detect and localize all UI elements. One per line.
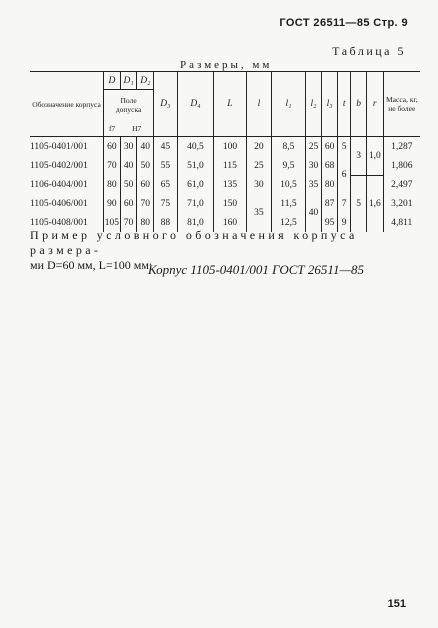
- cell-D2: 40: [137, 137, 154, 157]
- col-D-header: D: [104, 72, 121, 90]
- page-number: 151: [387, 598, 406, 610]
- cell-D4: 71,0: [177, 194, 214, 213]
- col-mass-header: Масса, кг, не более: [383, 72, 420, 137]
- cell-D3: 75: [154, 194, 177, 213]
- col-L-header: L: [214, 72, 246, 137]
- col-D2-header: D₂: [137, 72, 154, 90]
- cell-mass: 3,201: [391, 198, 413, 209]
- col-t-header: t: [337, 72, 350, 137]
- cell-b-merged: 5: [351, 175, 367, 232]
- cell-D4: 81,0: [177, 213, 214, 232]
- cell-D3: 65: [154, 175, 177, 194]
- cell-l-merged: 35: [246, 194, 272, 232]
- cell-l3: 60: [322, 137, 338, 157]
- cell-D: 105: [104, 213, 121, 232]
- cell-D3: 88: [154, 213, 177, 232]
- col-l2-header: l₂: [305, 72, 322, 137]
- table-caption: Размеры, мм: [180, 59, 273, 71]
- cell-l2: 35: [305, 175, 322, 194]
- col-D1-header: D₁: [120, 72, 137, 90]
- cell-l2-merged: 40: [305, 194, 322, 232]
- tolerance-header: Поле допуска: [104, 90, 154, 121]
- cell-D2: 80: [137, 213, 154, 232]
- col-l3-header: l₃: [322, 72, 338, 137]
- cell-D: 70: [104, 156, 121, 175]
- col-r-header: r: [366, 72, 383, 137]
- cell-l1: 10,5: [272, 175, 305, 194]
- cell-mass: 2,497: [391, 179, 413, 190]
- cell-D3: 45: [154, 137, 177, 157]
- cell-L: 150: [214, 194, 246, 213]
- cell-D4: 40,5: [177, 137, 214, 157]
- cell-l1: 12,5: [272, 213, 305, 232]
- cell-l1: 8,5: [272, 137, 305, 157]
- cell-D1: 60: [120, 194, 137, 213]
- col-D3-header: D₃: [154, 72, 177, 137]
- cell-l: 25: [246, 156, 272, 175]
- page-header: ГОСТ 26511—85 Стр. 9: [279, 17, 408, 29]
- tol-f7-header: f7: [104, 120, 121, 137]
- cell-D: 90: [104, 194, 121, 213]
- cell-mass: 1,287: [391, 141, 413, 152]
- cell-l: 30: [246, 175, 272, 194]
- example-designation: Корпус 1105-0401/001 ГОСТ 26511—85: [148, 262, 365, 277]
- cell-D: 60: [104, 137, 121, 157]
- cell-designation: 1105-0402/001: [30, 160, 88, 171]
- cell-D4: 61,0: [177, 175, 214, 194]
- cell-l3: 95: [322, 213, 338, 232]
- col-l1-header: l₁: [272, 72, 305, 137]
- cell-D2: 50: [137, 156, 154, 175]
- col-b-header: b: [351, 72, 367, 137]
- table-row: [30, 137, 420, 157]
- cell-t: 5: [337, 137, 350, 157]
- cell-mass: 1,806: [391, 160, 413, 171]
- cell-l2: 25: [305, 137, 322, 157]
- example-lead: Пример условного обозначения корпуса размера-: [30, 228, 358, 257]
- cell-t: 7: [337, 194, 350, 213]
- col-l-header: l: [246, 72, 272, 137]
- cell-L: 160: [214, 213, 246, 232]
- cell-l3: 80: [322, 175, 338, 194]
- cell-L: 115: [214, 156, 246, 175]
- cell-designation: 1105-0408/001: [30, 217, 88, 228]
- cell-D: 80: [104, 175, 121, 194]
- cell-L: 135: [214, 175, 246, 194]
- col-designation-header: Обозначение корпуса: [30, 72, 104, 137]
- cell-l1: 9,5: [272, 156, 305, 175]
- cell-l3: 68: [322, 156, 338, 175]
- col-D4-header: D₄: [177, 72, 214, 137]
- cell-b-merged: 3: [351, 137, 367, 176]
- cell-l1: 11,5: [272, 194, 305, 213]
- cell-D2: 60: [137, 175, 154, 194]
- cell-r-merged: 1,0: [366, 137, 383, 176]
- cell-D2: 70: [137, 194, 154, 213]
- cell-mass: 4,811: [391, 217, 413, 228]
- cell-D1: 50: [120, 175, 137, 194]
- cell-L: 100: [214, 137, 246, 157]
- cell-l3: 87: [322, 194, 338, 213]
- table-row: [30, 175, 420, 194]
- cell-t: 9: [337, 213, 350, 232]
- cell-D4: 51,0: [177, 156, 214, 175]
- cell-l: 20: [246, 137, 272, 157]
- cell-designation: 1105-0406/001: [30, 198, 88, 209]
- cell-D1: 40: [120, 156, 137, 175]
- cell-l2: 30: [305, 156, 322, 175]
- cell-D3: 55: [154, 156, 177, 175]
- dimensions-table: [30, 71, 420, 232]
- table-number: Таблица 5: [332, 44, 406, 58]
- example-line2: ми D=60 мм, L=100 мм:: [30, 258, 153, 272]
- tol-H7-header: H7: [120, 120, 153, 137]
- cell-D1: 70: [120, 213, 137, 232]
- cell-t-merged: 6: [337, 156, 350, 194]
- cell-D1: 30: [120, 137, 137, 157]
- cell-designation: 1106-0404/001: [30, 179, 88, 190]
- cell-r-merged: 1,6: [366, 175, 383, 232]
- cell-designation: 1105-0401/001: [30, 141, 88, 152]
